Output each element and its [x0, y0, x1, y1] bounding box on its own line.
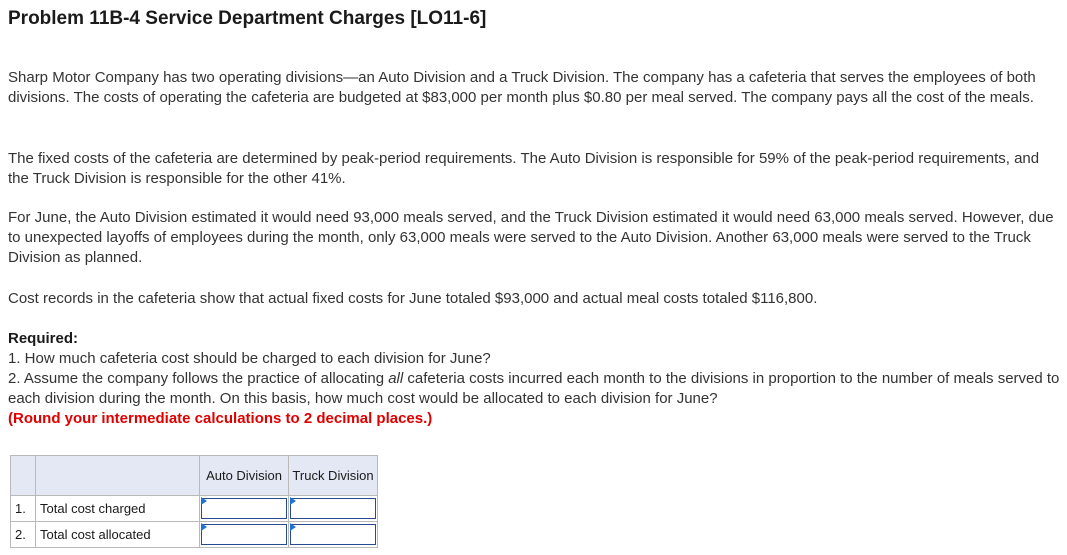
paragraph-cost-records: Cost records in the cafeteria show that actual fixed costs for June totaled $93,000 and actual meal costs totaled $116,800.: [8, 290, 818, 307]
answer-table: [10, 455, 378, 548]
answer-table-header: [11, 456, 378, 496]
truck-allocated-cell: [289, 522, 378, 548]
required-section: [8, 329, 1066, 429]
row-number: 2.: [11, 522, 36, 548]
question-2: [8, 369, 1066, 409]
header-truck-division: Truck Division: [289, 456, 378, 496]
auto-charged-cell: [200, 496, 289, 522]
question-1: 1. How much cafeteria cost should be charged to each division for June?: [8, 350, 491, 367]
auto-allocated-cell: [200, 522, 289, 548]
auto-division-charged-input[interactable]: [201, 498, 287, 519]
truck-division-allocated-input[interactable]: [290, 524, 376, 545]
header-corner-label: [36, 456, 200, 496]
table-row-total-cost-allocated: [11, 522, 378, 548]
row-label: Total cost charged: [36, 496, 200, 522]
truck-charged-cell: [289, 496, 378, 522]
paragraph-fixed-costs: The fixed costs of the cafeteria are determined by peak-period requirements. The Auto Division is responsible for 59% of the peak-period requirements, and the Truck Division is responsible for the other 41%.: [8, 150, 1040, 187]
question-2-text-start: 2. Assume the company follows the practice of allocating: [8, 370, 389, 387]
row-label: Total cost allocated: [36, 522, 200, 548]
question-2-text-end: cafeteria costs incurred each month to the divisions in proportion to the number of meals served to each division during the month. On this basis, how much cost would be allocated to each division for June?: [8, 370, 1060, 407]
row-number: 1.: [11, 496, 36, 522]
paragraph-company-description: Sharp Motor Company has two operating divisions—an Auto Division and a Truck Division. The company has a cafeteria that serves the employees of both divisions. The costs of operating the cafeteria are budgeted at $83,000 per month plus $0.80 per meal served. The company pays all the cost of the meals.: [8, 69, 1036, 106]
paragraph-june-meals: For June, the Auto Division estimated it would need 93,000 meals served, and the Truck Division estimated it would need 63,000 meals served. However, due to unexpected layoffs of employees during the month, only 63,000 meals were served to the Auto Division. Another 63,000 meals were served to the Truck Division as planned.: [8, 209, 1054, 266]
required-heading: Required:: [8, 330, 79, 347]
question-2-emphasis: all: [388, 370, 404, 387]
table-row-total-cost-charged: [11, 496, 378, 522]
problem-title: Problem 11B-4 Service Department Charges [LO11-6]: [8, 8, 487, 29]
header-corner-number: [11, 456, 36, 496]
rounding-note: (Round your intermediate calculations to 2 decimal places.): [8, 410, 433, 427]
auto-division-allocated-input[interactable]: [201, 524, 287, 545]
header-auto-division: Auto Division: [200, 456, 289, 496]
truck-division-charged-input[interactable]: [290, 498, 376, 519]
